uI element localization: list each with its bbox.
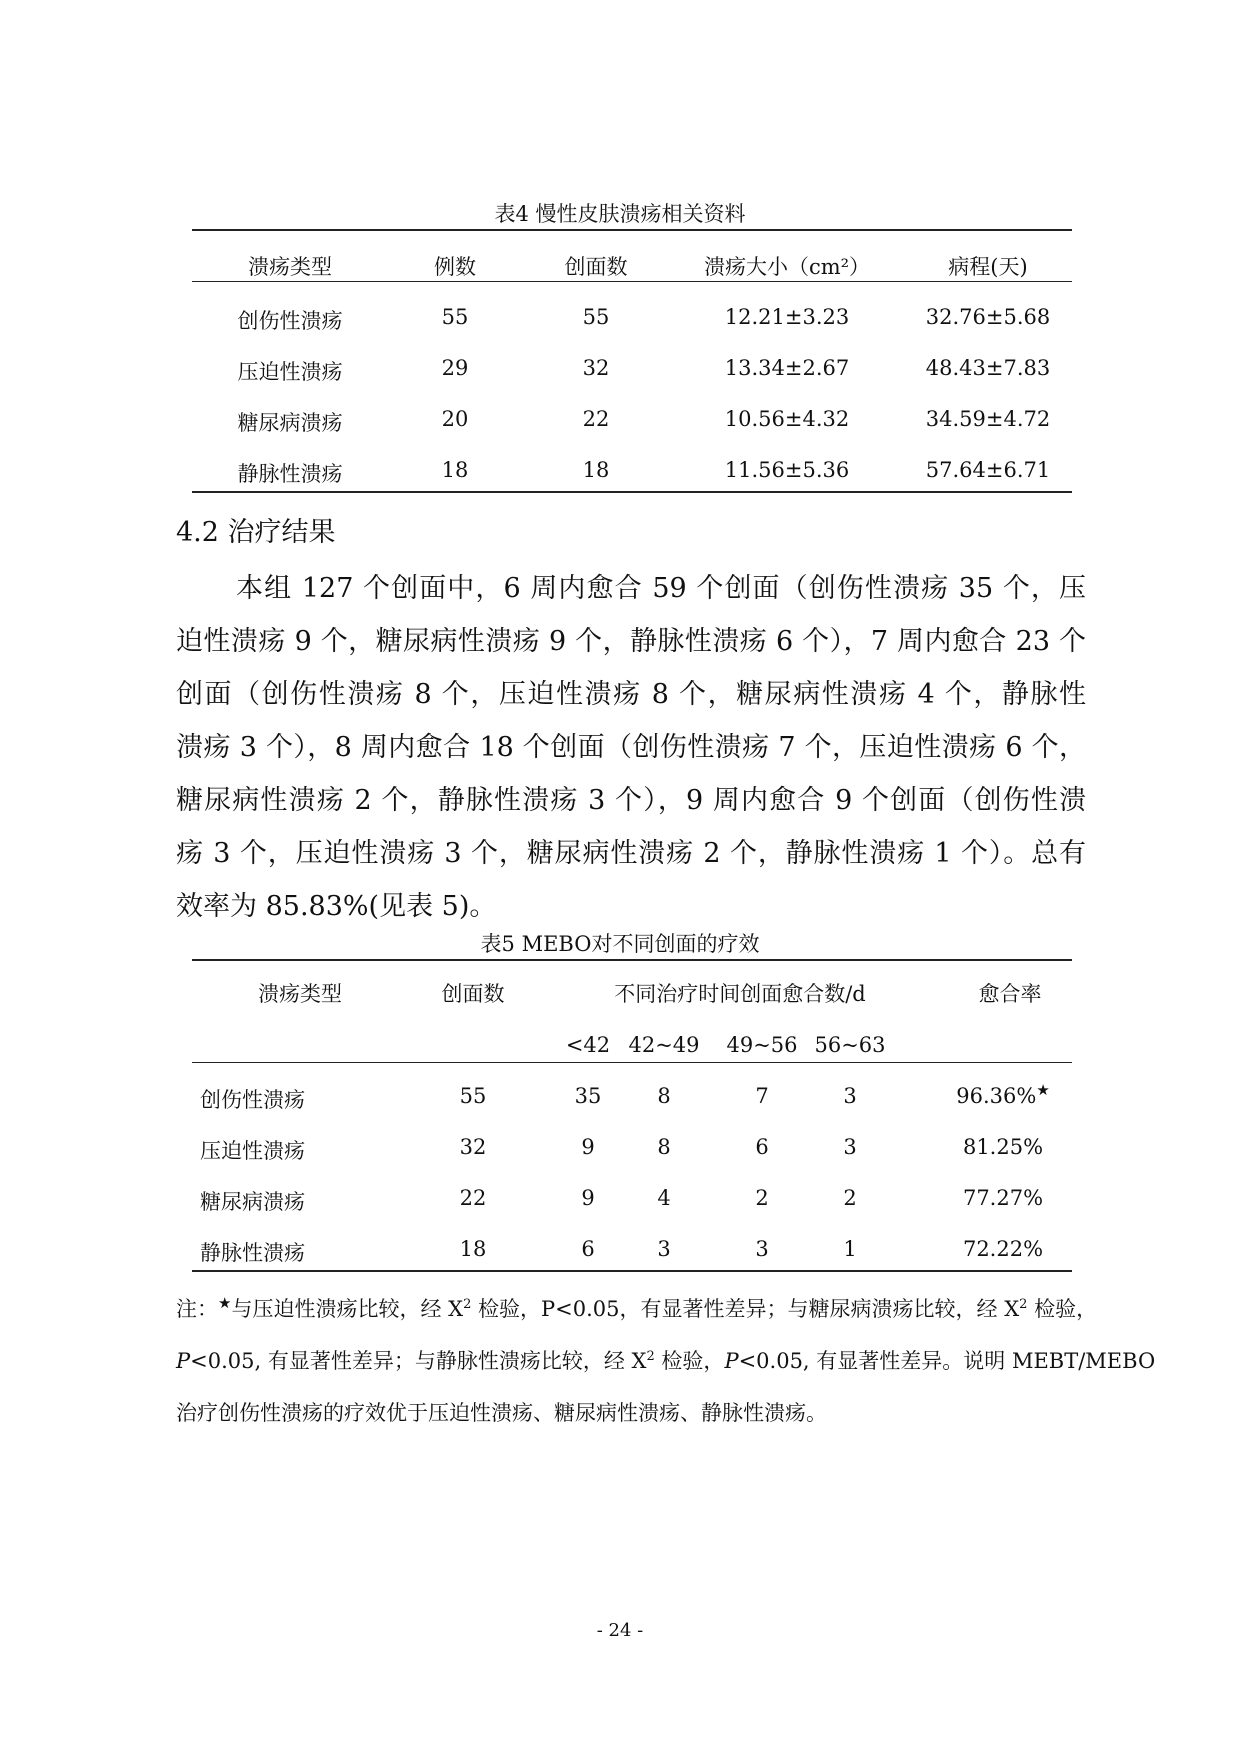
paragraph-line: 疡 3 个，压迫性溃疡 3 个，糖尿病性溃疡 2 个，静脉性溃疡 1 个）。总有 bbox=[176, 838, 1086, 869]
table4-cell-wounds: 55 bbox=[582, 305, 610, 329]
table4-cell-wounds: 32 bbox=[582, 356, 610, 380]
table5-header-rate: 愈合率 bbox=[978, 982, 1042, 1006]
table4-header-rule bbox=[192, 281, 1072, 282]
note-text: 检验， bbox=[654, 1349, 725, 1373]
table5-header-type: 溃疡类型 bbox=[258, 982, 342, 1006]
star-icon: ★ bbox=[1036, 1081, 1050, 1099]
table5-header-rule bbox=[192, 1062, 1072, 1063]
table5-cell-49-56: 7 bbox=[755, 1084, 769, 1108]
table4-cell-size: 12.21±3.23 bbox=[724, 305, 850, 329]
table5-cell-42-49: 8 bbox=[657, 1084, 671, 1108]
table4-cell-type: 糖尿病溃疡 bbox=[237, 411, 343, 435]
table4-header-type: 溃疡类型 bbox=[248, 255, 332, 279]
table4-bottom-rule bbox=[192, 491, 1072, 493]
table5-cell-42-49: 4 bbox=[657, 1186, 671, 1210]
table5-cell-lt42: 35 bbox=[574, 1084, 602, 1108]
table4-header-wounds: 创面数 bbox=[564, 255, 628, 279]
paragraph-line: 糖尿病性溃疡 2 个，静脉性溃疡 3 个），9 周内愈合 9 个创面（创伤性溃 bbox=[176, 785, 1086, 816]
table4-cell-course: 57.64±6.71 bbox=[925, 458, 1051, 482]
table4-cell-cases: 20 bbox=[441, 407, 469, 431]
table5-cell-lt42: 9 bbox=[581, 1186, 595, 1210]
table4-cell-cases: 55 bbox=[441, 305, 469, 329]
table5-subheader-lt42: <42 bbox=[565, 1033, 611, 1057]
superscript-2: 2 bbox=[646, 1349, 655, 1364]
paragraph-line: 创面（创伤性溃疡 8 个，压迫性溃疡 8 个，糖尿病性溃疡 4 个，静脉性 bbox=[176, 679, 1086, 710]
table5-cell-type: 静脉性溃疡 bbox=[200, 1241, 305, 1265]
table5-subheader-42-49: 42~49 bbox=[628, 1033, 700, 1057]
note-text: <0.05, 有显著性差异；与静脉性溃疡比较，经 X bbox=[190, 1349, 647, 1373]
note-text: 检验， bbox=[1027, 1297, 1098, 1321]
table5-cell-wounds: 32 bbox=[459, 1135, 487, 1159]
table4-cell-wounds: 18 bbox=[582, 458, 610, 482]
table4-cell-size: 10.56±4.32 bbox=[724, 407, 850, 431]
table5-cell-wounds: 18 bbox=[459, 1237, 487, 1261]
table4-cell-wounds: 22 bbox=[582, 407, 610, 431]
table4-cell-course: 34.59±4.72 bbox=[925, 407, 1051, 431]
table5-cell-rate bbox=[956, 1081, 1050, 1108]
table4-cell-cases: 18 bbox=[441, 458, 469, 482]
table5-cell-49-56: 3 bbox=[755, 1237, 769, 1261]
table4-caption: 表4 慢性皮肤溃疡相关资料 bbox=[494, 202, 746, 226]
page-number: - 24 - bbox=[596, 1620, 644, 1641]
italic-p: P bbox=[724, 1349, 739, 1373]
table5-bottom-rule bbox=[192, 1270, 1072, 1272]
section-heading: 4.2 治疗结果 bbox=[176, 517, 336, 548]
note-line-2 bbox=[176, 1335, 1156, 1387]
paragraph-line: 溃疡 3 个），8 周内愈合 18 个创面（创伤性溃疡 7 个，压迫性溃疡 6 个， bbox=[176, 732, 1086, 763]
rate-value: 96.36% bbox=[956, 1084, 1037, 1108]
table4-header-course: 病程(天) bbox=[948, 255, 1028, 279]
table4-top-rule bbox=[192, 229, 1072, 231]
table4-cell-course: 32.76±5.68 bbox=[925, 305, 1051, 329]
note-line-3: 治疗创伤性溃疡的疗效优于压迫性溃疡、糖尿病性溃疡、静脉性溃疡。 bbox=[176, 1401, 827, 1425]
table5-cell-56-63: 3 bbox=[843, 1135, 857, 1159]
table5-cell-56-63: 3 bbox=[843, 1084, 857, 1108]
note-prefix: 注： bbox=[176, 1297, 218, 1321]
table5-cell-type: 创伤性溃疡 bbox=[200, 1088, 305, 1112]
table4-cell-size: 11.56±5.36 bbox=[724, 458, 850, 482]
superscript-2: 2 bbox=[463, 1297, 472, 1312]
note-line-1 bbox=[176, 1283, 1098, 1335]
table4-cell-type: 创伤性溃疡 bbox=[237, 309, 343, 333]
table5-cell-56-63: 2 bbox=[843, 1186, 857, 1210]
italic-p: P bbox=[176, 1349, 191, 1373]
table5-cell-rate: 72.22% bbox=[962, 1237, 1044, 1261]
table5-cell-lt42: 9 bbox=[581, 1135, 595, 1159]
table5-cell-rate: 77.27% bbox=[962, 1186, 1044, 1210]
table4-cell-cases: 29 bbox=[441, 356, 469, 380]
table4-cell-size: 13.34±2.67 bbox=[724, 356, 850, 380]
table5-top-rule bbox=[192, 959, 1072, 961]
paragraph-line: 效率为 85.83%(见表 5)。 bbox=[176, 891, 497, 922]
results-paragraph bbox=[176, 562, 1086, 933]
table5-cell-wounds: 55 bbox=[459, 1084, 487, 1108]
table5-caption: 表5 MEBO对不同创面的疗效 bbox=[480, 932, 760, 956]
table4-cell-type: 压迫性溃疡 bbox=[237, 360, 343, 384]
note-text: <0.05, 有显著性差异。说明 MEBT/MEBO bbox=[738, 1349, 1156, 1373]
table5-cell-49-56: 2 bbox=[755, 1186, 769, 1210]
table4-cell-course: 48.43±7.83 bbox=[925, 356, 1051, 380]
table5-cell-wounds: 22 bbox=[459, 1186, 487, 1210]
superscript-2: 2 bbox=[1019, 1297, 1028, 1312]
table5-cell-42-49: 3 bbox=[657, 1237, 671, 1261]
table5-cell-type: 糖尿病溃疡 bbox=[200, 1190, 305, 1214]
table-note bbox=[176, 1283, 1156, 1439]
table5-header-healed: 不同治疗时间创面愈合数/d bbox=[614, 982, 866, 1006]
table5-cell-42-49: 8 bbox=[657, 1135, 671, 1159]
paragraph-line: 本组 127 个创面中，6 周内愈合 59 个创面（创伤性溃疡 35 个，压 bbox=[236, 573, 1086, 604]
table4-cell-type: 静脉性溃疡 bbox=[237, 462, 343, 486]
paragraph-line: 迫性溃疡 9 个，糖尿病性溃疡 9 个，静脉性溃疡 6 个），7 周内愈合 23 个 bbox=[176, 626, 1086, 657]
table5-cell-rate: 81.25% bbox=[962, 1135, 1044, 1159]
table5-cell-type: 压迫性溃疡 bbox=[200, 1139, 305, 1163]
table5-cell-lt42: 6 bbox=[581, 1237, 595, 1261]
table5-header-wounds: 创面数 bbox=[441, 982, 505, 1006]
table5-cell-49-56: 6 bbox=[755, 1135, 769, 1159]
note-text: 检验，P<0.05，有显著性差异；与糖尿病溃疡比较，经 X bbox=[471, 1297, 1020, 1321]
table4-header-cases: 例数 bbox=[434, 255, 476, 279]
star-icon: ★ bbox=[218, 1294, 232, 1312]
note-text: 与压迫性溃疡比较，经 X bbox=[231, 1297, 464, 1321]
table5-subheader-49-56: 49~56 bbox=[726, 1033, 798, 1057]
table5-cell-56-63: 1 bbox=[843, 1237, 857, 1261]
table4-header-size: 溃疡大小（cm²） bbox=[703, 255, 871, 279]
table5-subheader-56-63: 56~63 bbox=[814, 1033, 886, 1057]
